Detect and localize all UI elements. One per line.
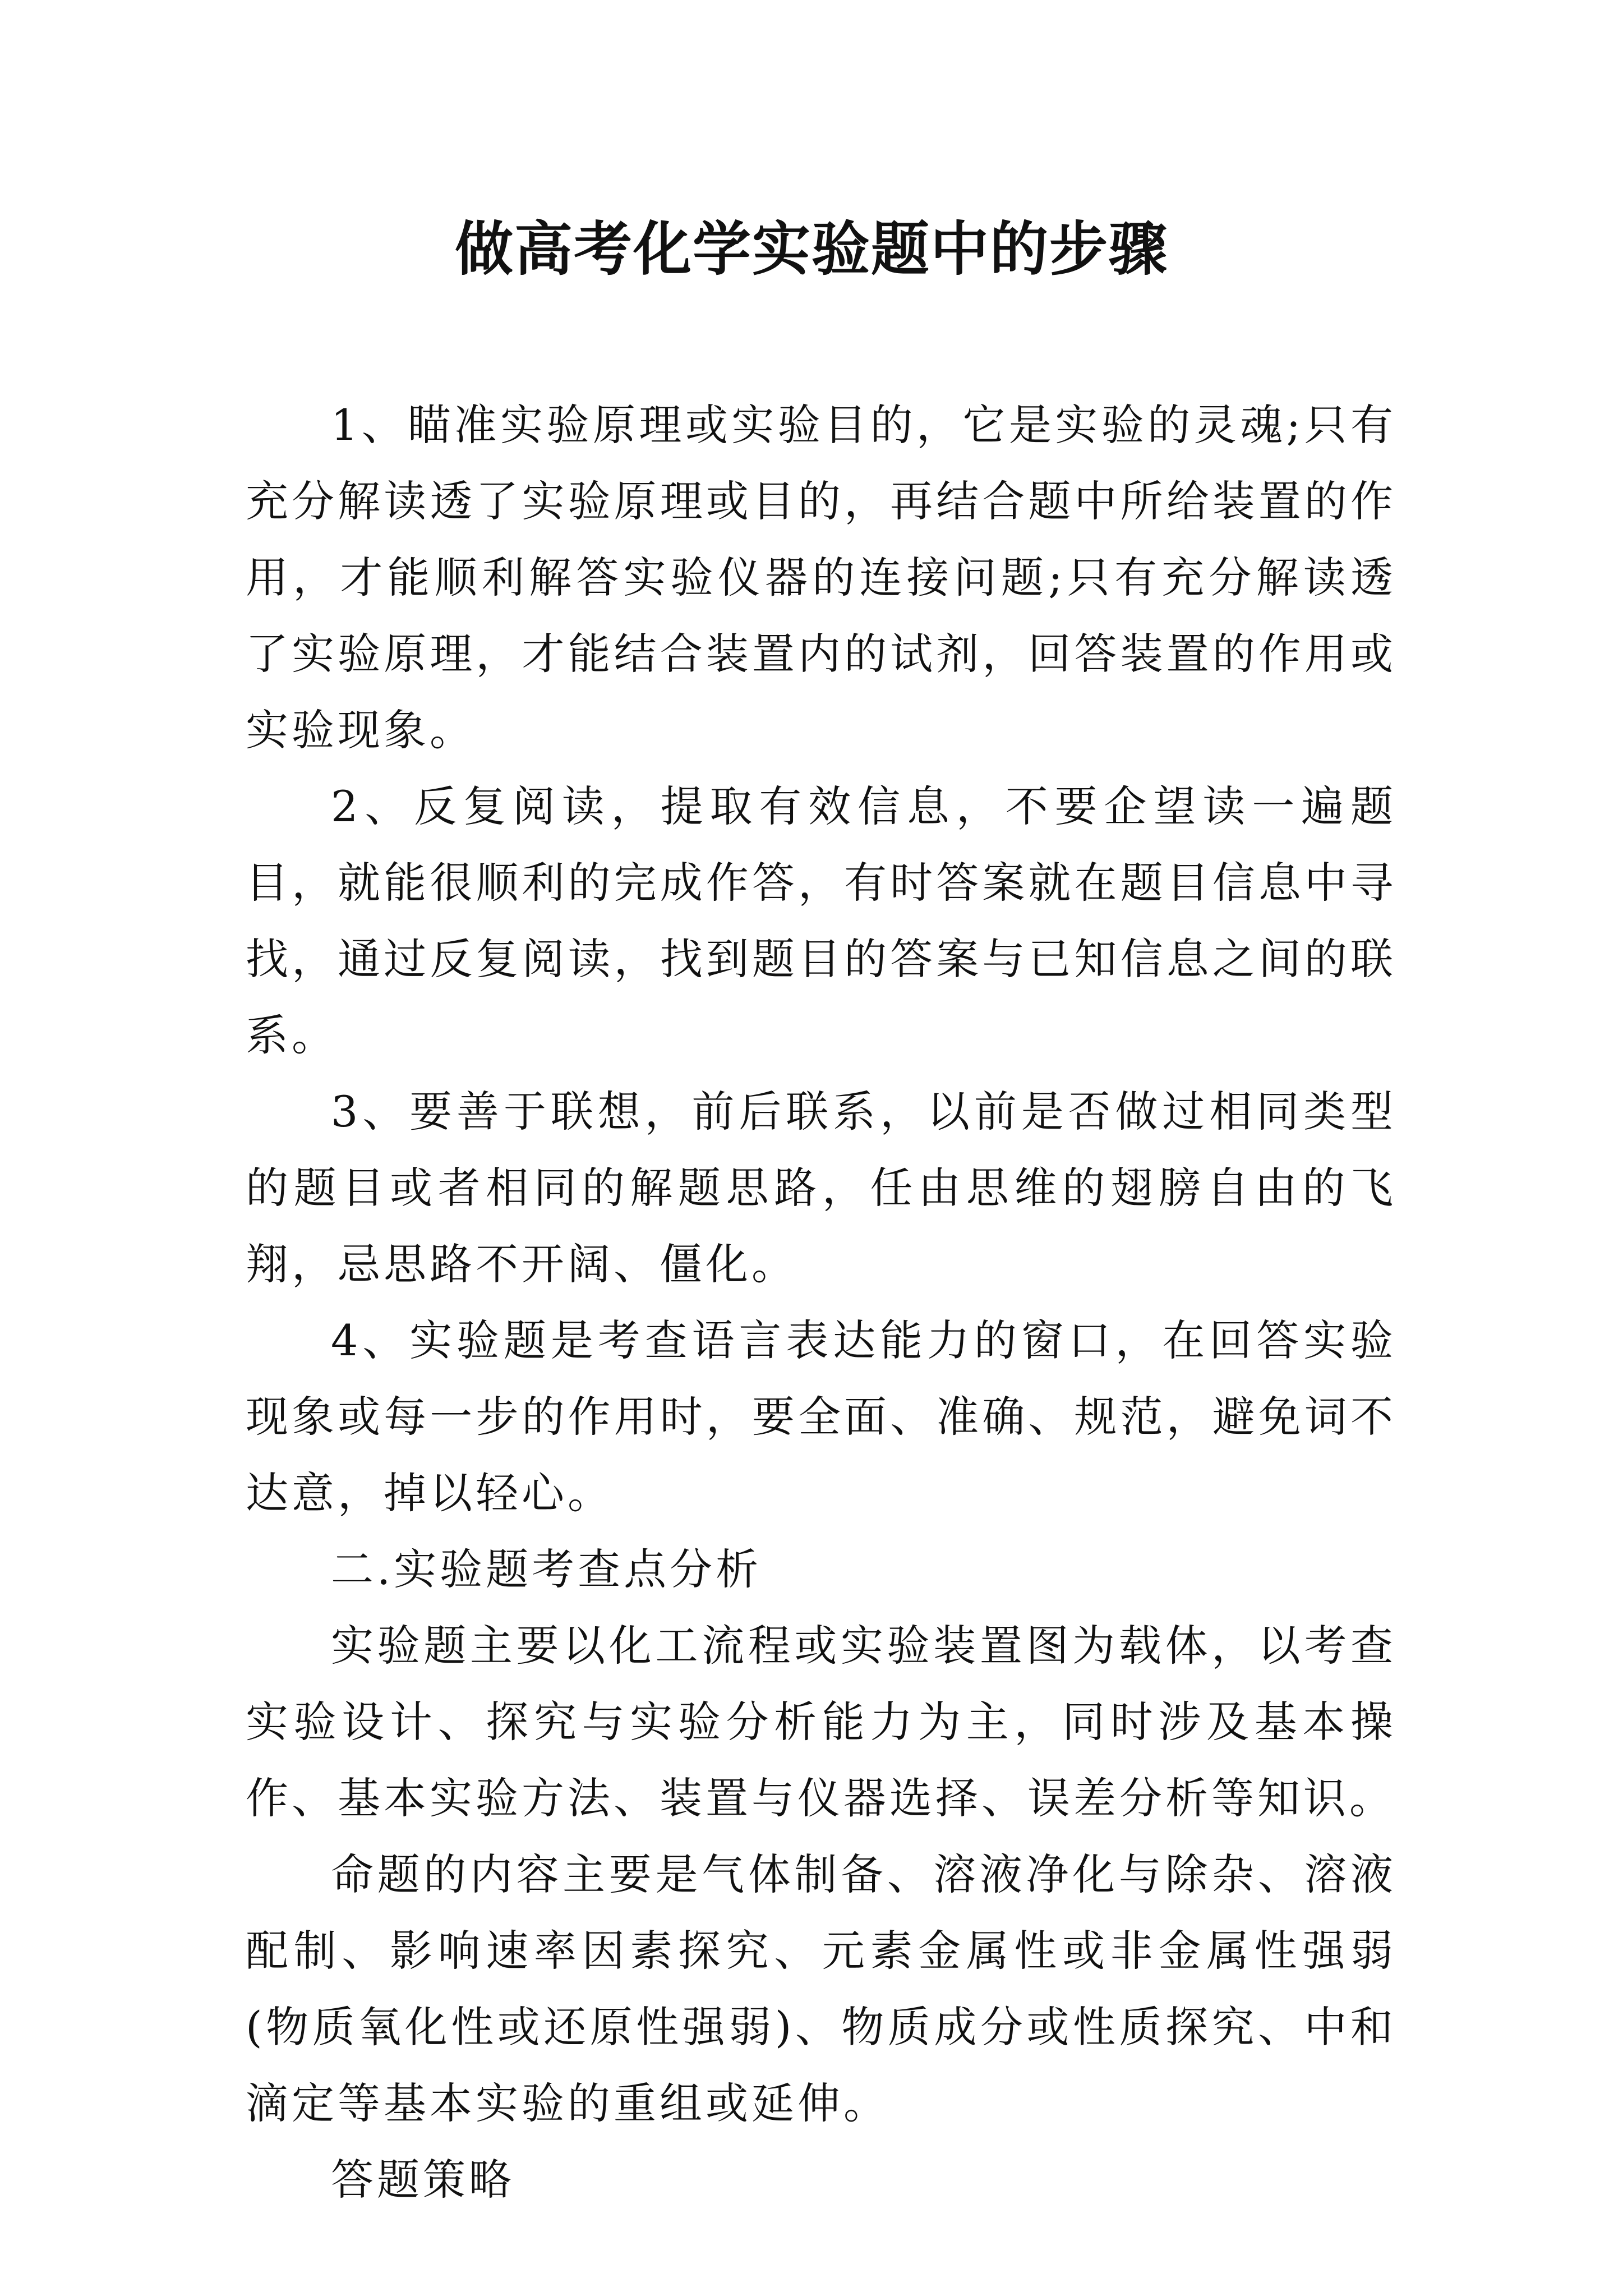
paragraph-step-2: 2、反复阅读，提取有效信息，不要企望读一遍题目，就能很顺利的完成作答，有时答案就在题目信息中寻找，通过反复阅读，找到题目的答案与已知信息之间的联系。 — [246, 781, 1396, 1060]
document-title: 做高考化学实验题中的步骤 — [454, 215, 1168, 283]
paragraph-step-4: 4、实验题是考查语言表达能力的窗口，在回答实验现象或每一步的作用时，要全面、准确、规范，避免词不达意，掉以轻心。 — [246, 1315, 1396, 1518]
section-heading-analysis: 二.实验题考查点分析 — [331, 1544, 762, 1594]
paragraph-analysis-1: 实验题主要以化工流程或实验装置图为载体，以考查实验设计、探究与实验分析能力为主，同时涉及基本操作、基本实验方法、装置与仪器选择、误差分析等知识。 — [246, 1621, 1396, 1823]
paragraph-step-3: 3、要善于联想，前后联系，以前是否做过相同类型的题目或者相同的解题思路，任由思维的翅膀自由的飞翔，忌思路不开阔、僵化。 — [246, 1087, 1396, 1289]
document-body — [246, 387, 1396, 2218]
paragraph-analysis-2: 命题的内容主要是气体制备、溶液净化与除杂、溶液配制、影响速率因素探究、元素金属性或非金属性强弱(物质氧化性或还原性强弱)、物质成分或性质探究、中和滴定等基本实验的重组或延伸。 — [246, 1849, 1396, 2128]
section-heading-strategy: 答题策略 — [331, 2155, 515, 2205]
paragraph-step-1: 1、瞄准实验原理或实验目的，它是实验的灵魂;只有充分解读透了实验原理或目的，再结合题中所给装置的作用，才能顺利解答实验仪器的连接问题;只有充分解读透了实验原理，才能结合装置内的试剂，回答装置的作用或实验现象。 — [246, 400, 1396, 755]
